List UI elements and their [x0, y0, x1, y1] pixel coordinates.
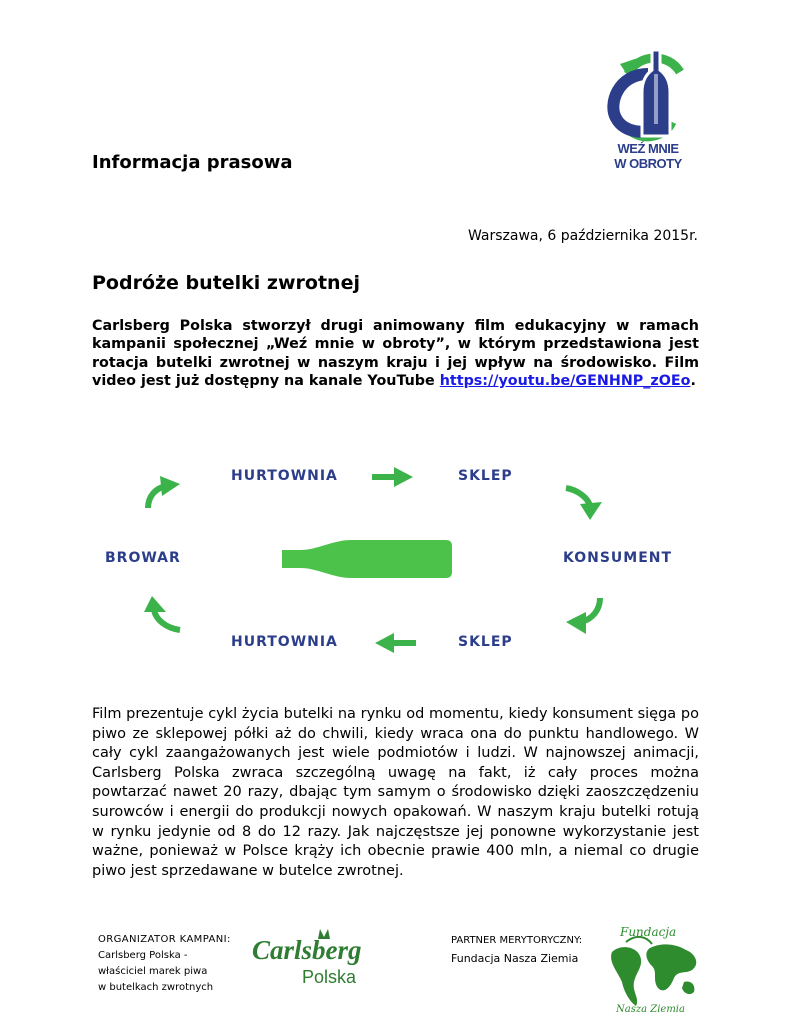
- youtube-link[interactable]: https://youtu.be/GENHNP_zOEo: [439, 372, 691, 389]
- carlsberg-sub: Polska: [302, 967, 357, 987]
- carlsberg-brand: Carlsberg: [252, 935, 362, 965]
- bottle-icon: [282, 540, 452, 578]
- label-sklep-top: SKLEP: [458, 468, 513, 484]
- lead-paragraph: [92, 317, 699, 390]
- curved-arrow-icon: [566, 488, 602, 520]
- logo-line2: W OBROTY: [614, 156, 682, 171]
- curved-arrow-icon: [148, 476, 180, 508]
- press-info-heading: Informacja prasowa: [92, 152, 293, 173]
- label-konsument: KONSUMENT: [563, 550, 673, 566]
- arrow-left-icon: [375, 633, 416, 653]
- fundacja-logo: [606, 922, 704, 1018]
- lead-tail: .: [690, 372, 696, 389]
- arrow-right-icon: [372, 467, 413, 487]
- label-browar: BROWAR: [105, 550, 181, 566]
- fundacja-bottom-text: Nasza Ziemia: [616, 1004, 685, 1015]
- body-paragraph: Film prezentuje cykl życia butelki na rynku od momentu, kiedy konsument sięga po piwo ze sklepowej półki aż do chwili, kiedy wraca ona do punktu handlowego. W cały cykl zaangażowanych jest wiele podmiotów i ludzi. W najnowszej animacji, Carlsberg Polska zwraca szczególną uwagę na fakt, iż cały proces można powtarzać nawet 20 razy, dbając tym samym o środowisko dzięki zaoszczędzeniu surowców i energii do produkcji nowych opakowań. W naszym kraju butelki rotują w rynku jedynie od 8 do 12 razy. Jak najczęstsze jej ponowne wykorzystanie jest ważne, ponieważ w Polsce krąży ich obecnie prawie 400 mln, a niemal co drugie piwo jest sprzedawane w butelce zwrotnej.: [92, 706, 699, 879]
- fundacja-top-text: Fundacja: [620, 925, 677, 939]
- label-sklep-bottom: SKLEP: [458, 634, 513, 650]
- page-title: Podróże butelki zwrotnej: [92, 272, 360, 294]
- organizer-block: [98, 932, 231, 996]
- partner-heading: PARTNER MERYTORYCZNY:: [451, 935, 583, 946]
- world-map-icon: [611, 944, 696, 1006]
- organizer-line: właściciel marek piwa: [98, 966, 208, 977]
- organizer-heading: ORGANIZATOR KAMPANI:: [98, 934, 231, 945]
- partner-block: [451, 932, 582, 968]
- organizer-line: Carlsberg Polska -: [98, 950, 188, 961]
- logo-line1: WEŹ MNIE: [617, 141, 679, 156]
- organizer-line: w butelkach zwrotnych: [98, 982, 214, 993]
- partner-name: Fundacja Nasza Ziemia: [451, 952, 579, 965]
- date-line: Warszawa, 6 października 2015r.: [467, 228, 698, 244]
- label-hurtownia-bottom: HURTOWNIA: [231, 634, 338, 650]
- rotation-diagram: [0, 440, 791, 680]
- label-hurtownia-top: HURTOWNIA: [231, 468, 338, 484]
- diagram-graphics: [0, 440, 791, 680]
- curved-arrow-icon: [566, 598, 600, 634]
- carlsberg-logo: [250, 925, 365, 995]
- lead-text: Carlsberg Polska stworzył drugi animowany film edukacyjny w ramach kampanii społecznej „Weź mnie w obroty”, w którym przedstawiona jest rotacja butelki zwrotnej w naszym kraju i jej wpływ na środowisko. Film video jest już dostępny na kanale YouTube: [92, 318, 699, 389]
- curved-arrow-icon: [144, 596, 180, 630]
- campaign-logo: [598, 44, 698, 172]
